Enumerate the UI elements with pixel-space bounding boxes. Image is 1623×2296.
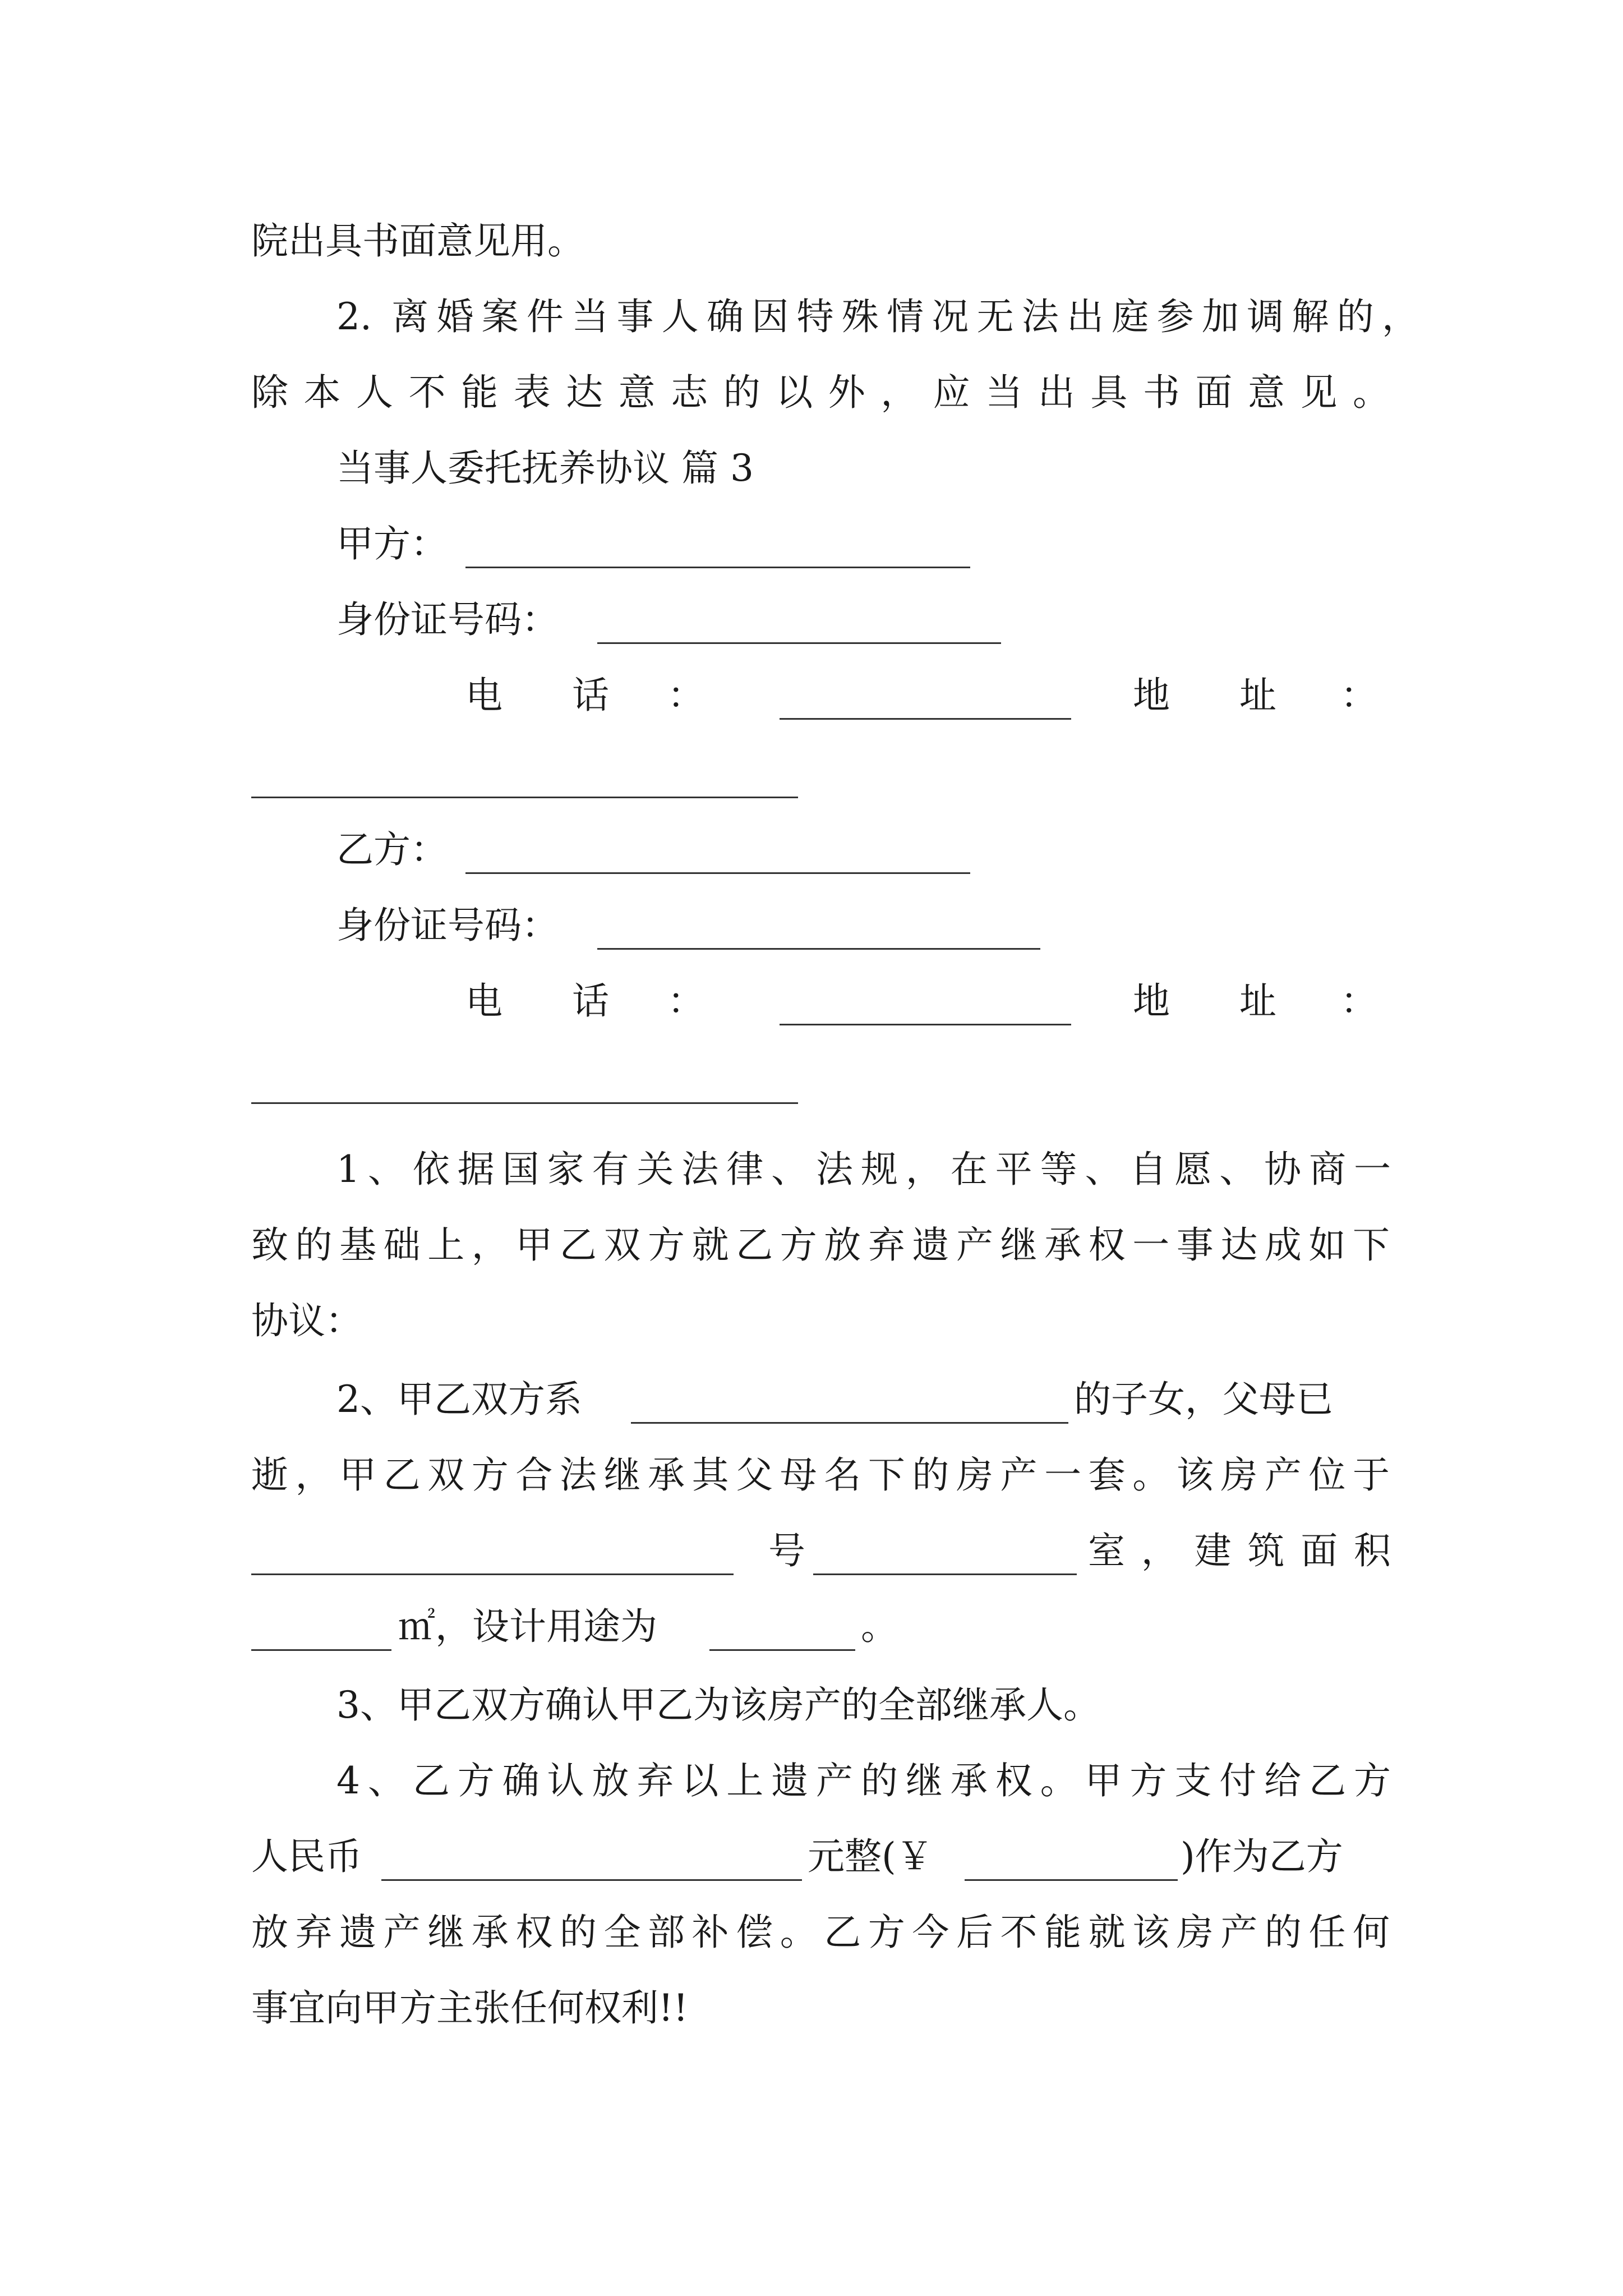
clause-2-text: ㎡，设计用途为 [398,1605,657,1648]
party-a-tel-colon: ： [667,674,704,717]
clause-4-text: 元整(￥ [808,1835,933,1878]
party-a-id-blank [597,642,1001,644]
party-b-id-label: 身份证号码： [336,904,559,947]
clause-4-line: 放弃遗产继承权的全部补偿。乙方今后不能就该房产的任何 [251,1911,1390,1954]
party-a-name-blank [465,567,970,568]
party-b-name-blank [465,872,970,874]
clause-4-line: 事宜向甲方主张任何权利!! [251,1986,689,2030]
section-title: 当事人委托抚养协议 篇 3 [336,447,754,490]
party-a-tel-blank [780,718,1071,720]
clause-2-text: 的子女，父母已 [1074,1378,1333,1421]
clause-1-line: 1、依据国家有关法律、法规，在平等、自愿、协商一 [336,1148,1391,1191]
party-b-tel-colon: ： [667,979,704,1023]
party-b-label: 乙方： [336,828,448,871]
clause-4-text: 人民币 [251,1835,362,1878]
party-b-addr-colon: ： [1340,979,1377,1023]
party-a-addr-char: 地 [1133,674,1170,717]
clause-2-text: 室，建筑面积 [1088,1529,1391,1572]
clause-1-line: 协议： [251,1299,362,1342]
party-b-tel-char: 电 [465,979,502,1023]
party-a-id-label: 身份证号码： [336,598,559,641]
party-b-id-blank [597,948,1040,950]
clause-4-line: 4、乙方确认放弃以上遗产的继承权。甲方支付给乙方 [336,1759,1391,1802]
clause-4-amount-words-blank [381,1879,802,1881]
party-a-tel-char: 话 [572,674,609,717]
clause-4-amount-figure-blank [965,1879,1178,1881]
text-line: 2. 离婚案件当事人确因特殊情况无法出庭参加调解的， [336,295,1419,338]
party-b-addr-char: 址 [1239,979,1276,1023]
clause-2-use-blank [709,1649,855,1651]
party-b-tel-char: 话 [572,979,609,1023]
party-b-tel-blank [780,1024,1071,1025]
clause-2-room-blank [813,1573,1077,1575]
party-b-addr-blank [251,1102,798,1104]
clause-3-line: 3、甲乙双方确认甲乙为该房产的全部继承人。 [336,1683,1100,1727]
clause-2-location-blank [251,1573,734,1575]
clause-2-area-blank [251,1649,391,1651]
text-line: 除本人不能表达意志的以外，应当出具书面意见。 [251,371,1390,414]
party-a-label: 甲方： [336,522,448,565]
text-line: 院出具书面意见用。 [251,219,584,263]
clause-2-line: 逝，甲乙双方合法继承其父母名下的房产一套。该房产位于 [251,1453,1390,1497]
clause-2-parents-blank [631,1422,1068,1424]
clause-1-line: 致的基础上，甲乙双方就乙方放弃遗产继承权一事达成如下 [251,1223,1390,1267]
clause-2-text: 号 [768,1529,805,1572]
party-a-tel-char: 电 [465,674,502,717]
clause-2-text: 2、甲乙双方系 [336,1378,582,1421]
party-a-addr-colon: ： [1340,674,1377,717]
party-a-addr-char: 址 [1239,674,1276,717]
party-a-addr-blank [251,797,798,798]
clause-2-text: 。 [861,1605,898,1648]
clause-4-text: )作为乙方 [1181,1835,1343,1878]
party-b-addr-char: 地 [1133,979,1170,1023]
